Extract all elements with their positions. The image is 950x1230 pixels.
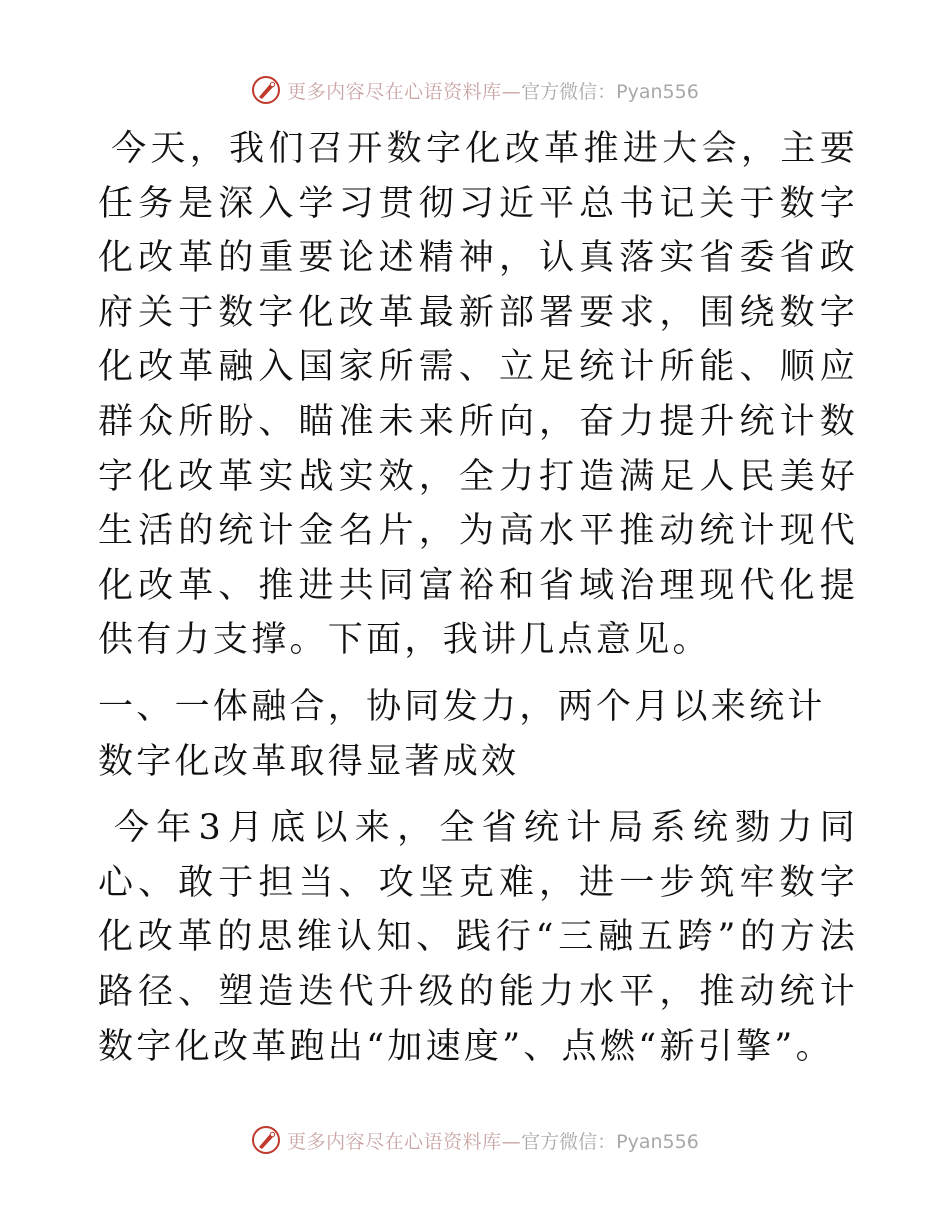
document-body [98, 122, 858, 1086]
section-heading [98, 680, 858, 789]
header-watermark [0, 70, 950, 110]
intro-paragraph [98, 122, 858, 668]
intro-paragraph-text: 今天，我们召开数字化改革推进大会，主要任务是深入学习贯彻习近平总书记关于数字化改革的重要论述精神，认真落实省委省政府关于数字化改革最新部署要求，围绕数字化改革融入国家所需、立足统计所能、顺应群众所盼、瞄准未来所向，奋力提升统计数字化改革实战实效，全力打造满足人民美好生活的统计金名片，为高水平推动统计现代化改革、推进共同富裕和省域治理现代化提供有力支撑。下面，我讲几点意见。 [98, 129, 858, 661]
section-paragraph-text: 今年3月底以来，全省统计局系统勠力同心、敢于担当、攻坚克难，进一步筑牢数字化改革的思维认知、践行“三融五跨”的方法路径、塑造迭代升级的能力水平，推动统计数字化改革跑出“加速度”、点燃“新引擎”。 [98, 808, 858, 1067]
watermark-text: 更多内容尽在心语资料库— [287, 80, 522, 103]
section-paragraph [98, 801, 858, 1074]
watermark-text: 更多内容尽在心语资料库— [287, 1130, 522, 1153]
section-heading-text: 一、一体融合，协同发力，两个月以来统计数字化改革取得显著成效 [98, 686, 826, 782]
logo-icon [251, 1125, 281, 1155]
watermark-contact: 官方微信：Pyan556 [521, 1130, 699, 1153]
logo-icon [251, 75, 281, 105]
footer-watermark [0, 1120, 950, 1160]
watermark-contact: 官方微信：Pyan556 [521, 80, 699, 103]
